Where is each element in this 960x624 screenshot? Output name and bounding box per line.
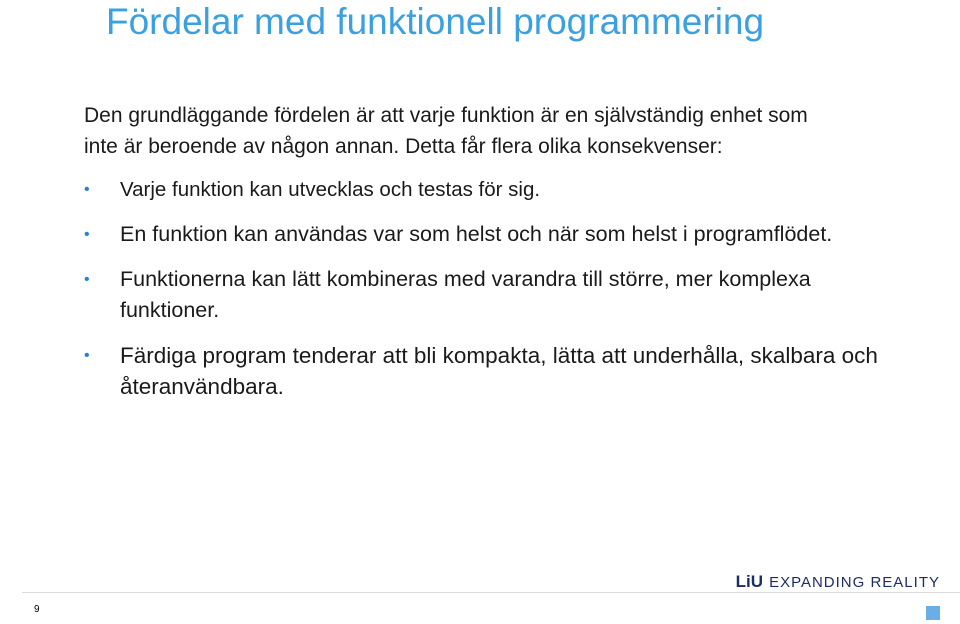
bullet-icon: • (84, 347, 90, 364)
bullet-text: Varje funktion kan utvecklas och testas för sig. (120, 178, 541, 201)
logo-text: EXPANDING REALITY (769, 573, 940, 591)
bullet-text: En funktion kan användas var som helst och när som helst i programflödet. (120, 222, 833, 246)
liu-logo (736, 572, 940, 592)
slide-content (84, 100, 884, 416)
intro-paragraph: Den grundläggande fördelen är att varje funktion är en självständig enhet som inte är beroende av någon annan. Detta får flera olika konsekvenser: (84, 104, 808, 158)
bullet-list (84, 174, 884, 402)
bullet-icon: • (84, 181, 90, 198)
bullet-icon: • (84, 271, 90, 288)
bullet-text: Funktionerna kan lätt kombineras med varandra till större, mer komplexa funktioner. (120, 267, 811, 322)
bullet-item (84, 219, 884, 250)
bullet-text: Färdiga program tenderar att bli kompakta, lätta att underhålla, skalbara och återanvändbara. (120, 343, 878, 399)
slide-title: Fördelar med funktionell programmering (106, 1, 765, 42)
logo-mark: LiU (735, 572, 764, 591)
page-number: 9 (34, 604, 40, 615)
corner-square-icon (926, 606, 940, 620)
footer-divider (22, 592, 960, 593)
bullet-item (84, 340, 884, 402)
bullet-item (84, 264, 884, 326)
bullet-item (84, 174, 884, 205)
bullet-icon: • (84, 226, 90, 243)
